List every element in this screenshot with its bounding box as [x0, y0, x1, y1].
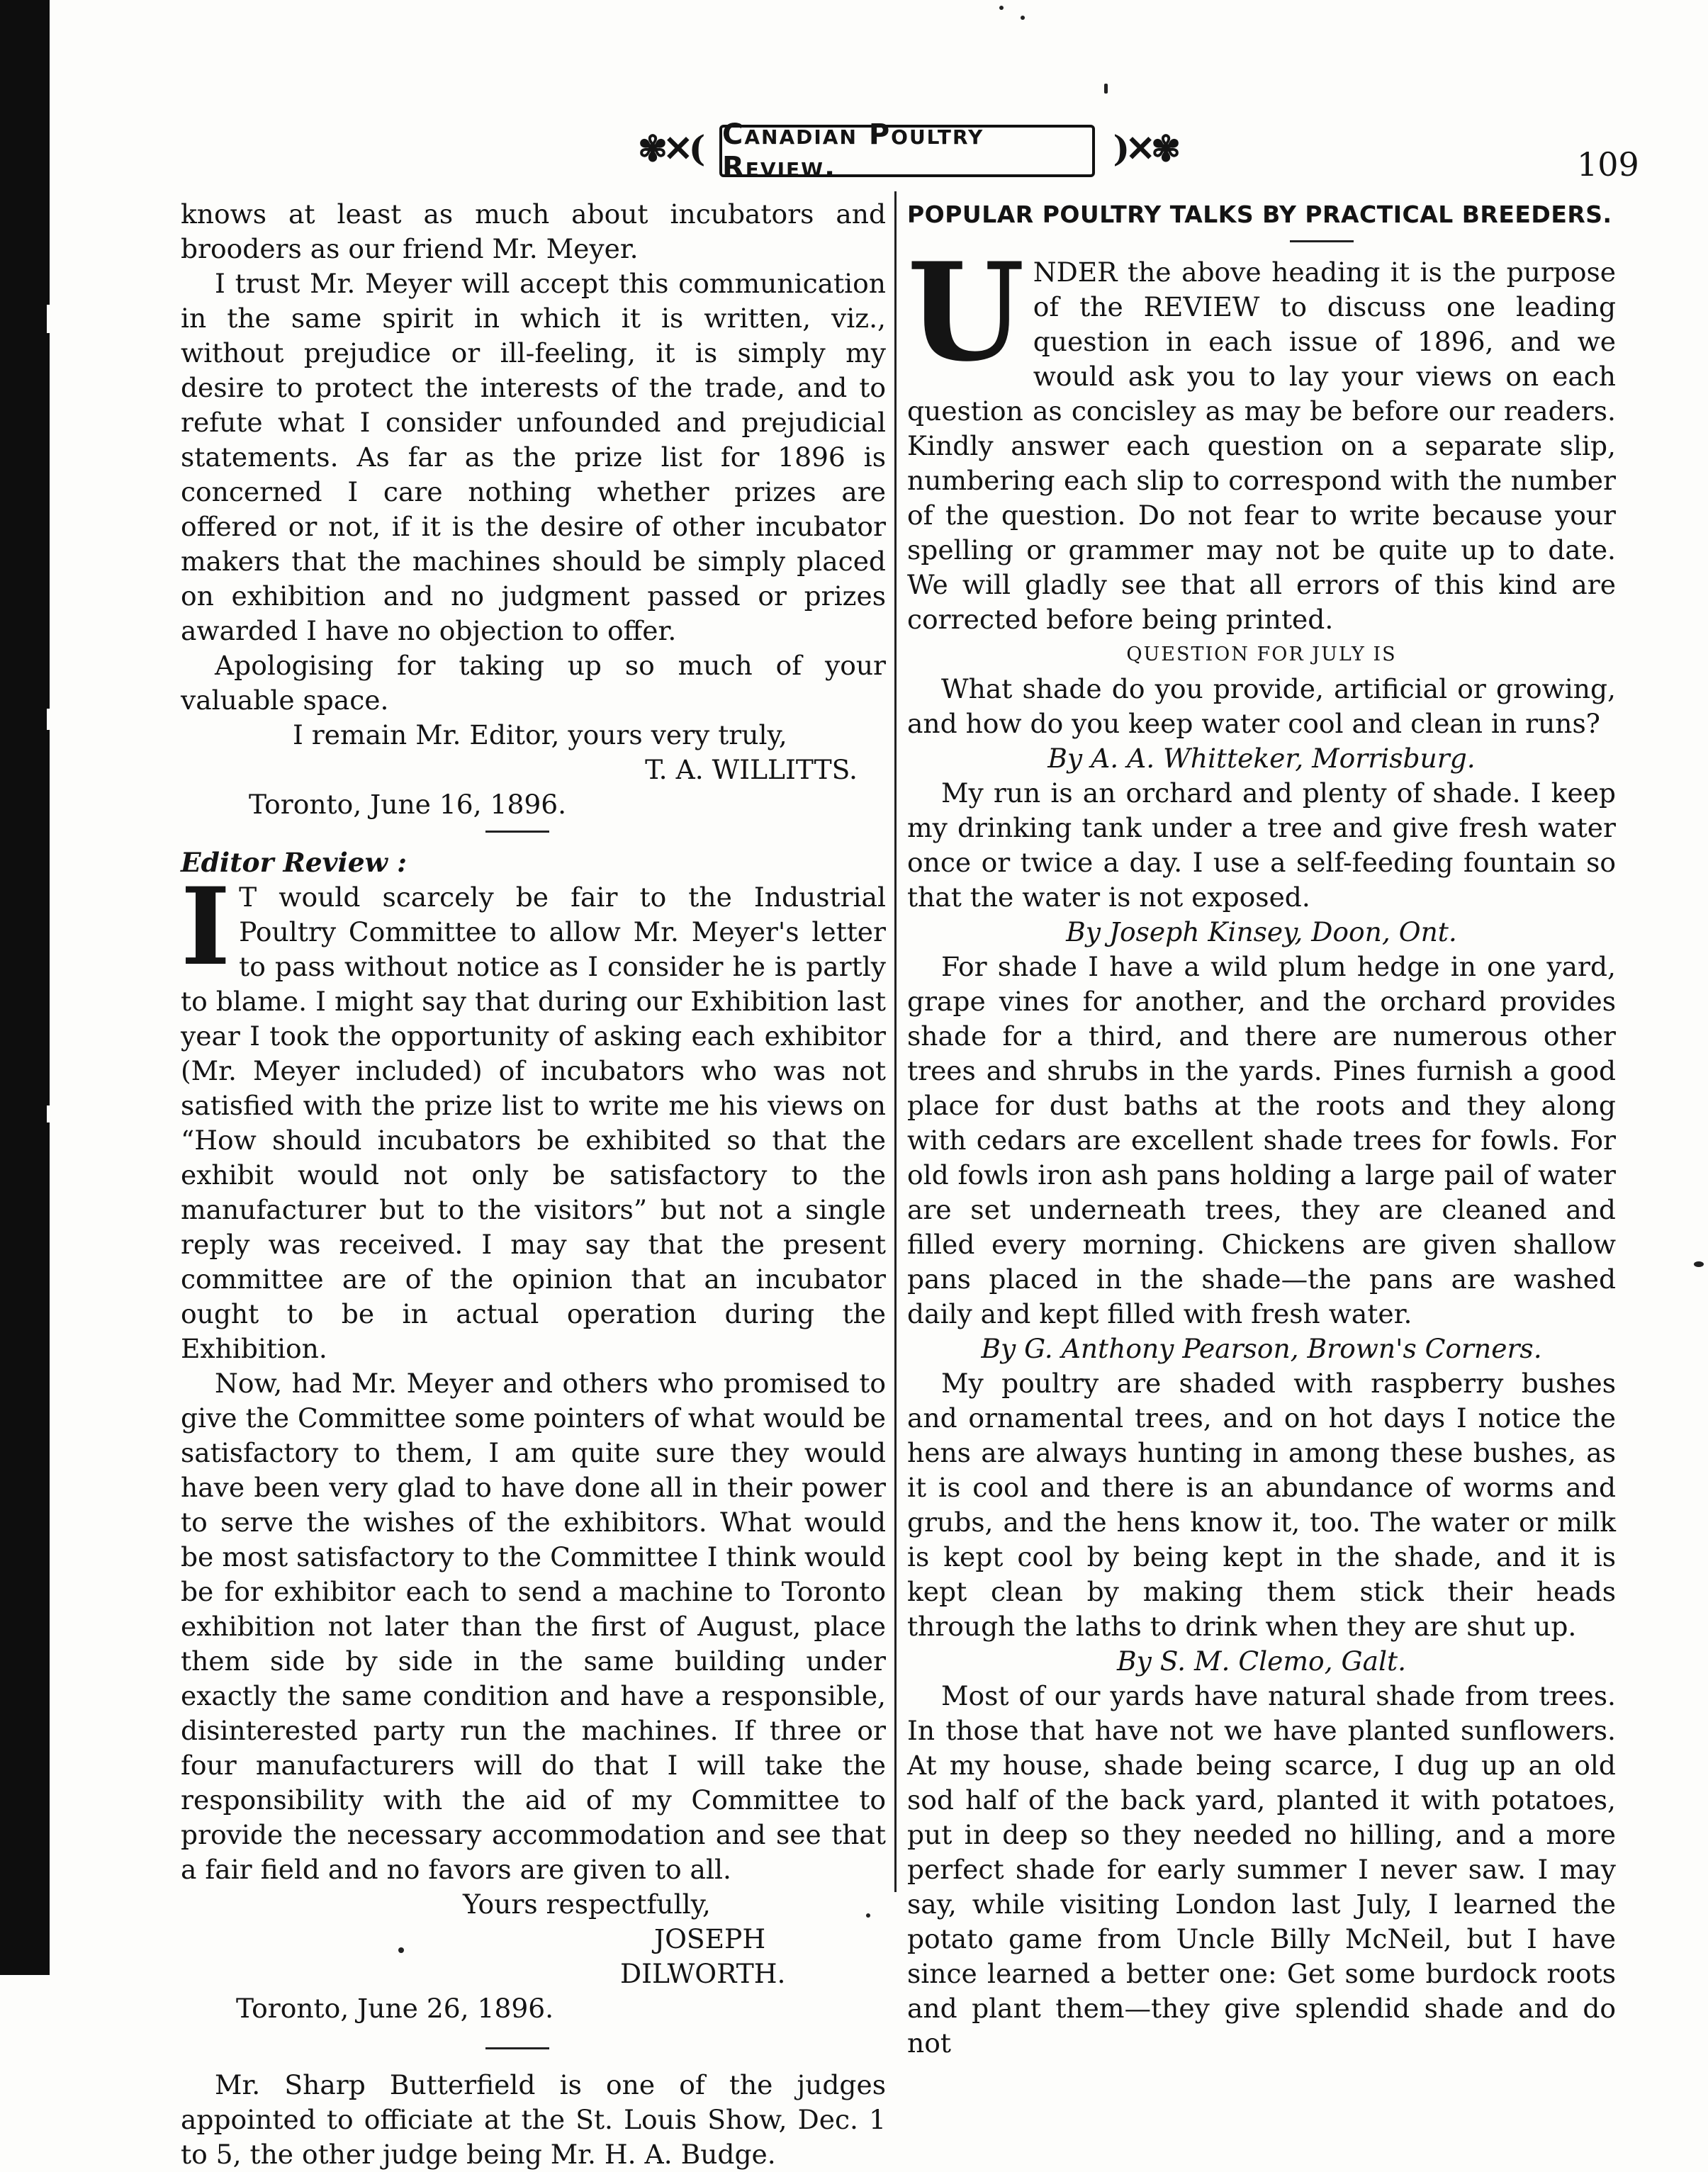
print-speck	[1021, 16, 1025, 20]
answer-text: Most of our yards have natural shade from trees. In those that have not we have planted sunflowers. At my house, shade being scarce, I dug up an old sod half of the back yard, planted it with potatoes, put in deep so they needed no hilling, and a more perfect shade for early summer I never saw. I may say, while visiting London last July, I learned the potato game from Uncle Billy McNeil, but I have since learned a better one: Get some burdock roots and plant them—they give splendid shade and do not	[907, 1680, 1616, 2059]
answer-byline: By G. Anthony Pearson, Brown's Corners.	[981, 1333, 1542, 1364]
masthead	[638, 118, 1176, 184]
letter-dateline: Toronto, June 26, 1896.	[236, 1993, 554, 2024]
paragraph-text: T would scarcely be fair to the Industrial Poultry Committee to allow Mr. Meyer's letter to pass without notice as I consider he is partly to blame. I might say that during our Exhibition last year I took the opportunity of asking each exhibitor (Mr. Meyer included) of incubators who was not satisfied with the prize list to write me his views on “How should incubators be exhibited so that the exhibit would not only be satisfactory to the manufacturer but to the visitors” but not a single reply was received. I may say that the present committee are of the opinion that an incubator ought to be in actual operation during the Exhibition.	[181, 882, 886, 1364]
drop-cap: I	[181, 865, 231, 989]
paragraph: knows at least as much about incubators and brooders as our friend Mr. Meyer.	[181, 198, 886, 264]
answer-text: My run is an orchard and plenty of shade. I keep my drinking tank under a tree and give fresh water once or twice a day. I use a self-feeding fountain so that the water is not exposed.	[907, 777, 1616, 913]
binding-mark	[47, 305, 54, 333]
section-divider	[485, 2047, 549, 2049]
paragraph: Apologising for taking up so much of your valuable space.	[181, 650, 886, 716]
letter-dateline: Toronto, June 16, 1896.	[249, 789, 567, 820]
page-number: 109	[1577, 145, 1639, 184]
binding-mark	[47, 1105, 54, 1122]
editor-heading: Editor Review :	[181, 847, 407, 878]
question-text: What shade do you provide, artificial or growing, and how do you keep water cool and clean in runs?	[907, 673, 1616, 739]
page-binding-edge	[0, 0, 50, 1975]
paragraph: Now, had Mr. Meyer and others who promised to give the Committee some pointers of what would be satisfactory to them, I am quite sure they would have been very glad to have done all in their power to serve the wishes of the exhibitors. What would be most satisfactory to the Committee I think would be for exhibitor each to send a machine to Toronto exhibition not later than the first of August, place them side by side in the same building under exactly the same condition and have a responsible, disinterested party run the machines. If three or four manufacturers will do that I will take the responsibility with the aid of my Committee to provide the necessary accommodation and see that a fair field and no favors are given to all.	[181, 1368, 887, 1885]
answer-text: For shade I have a wild plum hedge in one yard, grape vines for another, and the orchard provides shade for a third, and there are numerous other trees and shrubs in the yards. Pines furnish a good place for dust baths at the roots and they along with cedars are excellent shade trees for fowls. For old fowls iron ash pans holding a large pail of water are set underneath trees, they are cleaned and filled every morning. Chickens are given shallow pans placed in the shade—the pans are washed daily and kept filled with fresh water.	[907, 951, 1616, 1329]
drop-cap: U	[907, 233, 1025, 391]
paragraph: Mr. Sharp Butterfield is one of the judges appointed to officiate at the St. Louis Show, Dec. 1 to 5, the other judge being Mr. H. A. Budge.	[181, 2069, 886, 2170]
paragraph-text: NDER the above heading it is the purpose of the REVIEW to discuss one leading question in each issue of 1896, and we would ask you to lay your views on each question as concisley as may be before our readers. Kindly answer each question on a separate slip, numbering each slip to correspond with the number of the question. Do not fear to write because your spelling or grammer may not be quite up to date. We will gladly see that all errors of this kind are corrected before being printed.	[907, 257, 1616, 635]
letter-signature: JOSEPH DILWORTH.	[620, 1923, 786, 1989]
right-column	[907, 197, 1616, 2061]
masthead-ornament-left: ✾✕(	[638, 128, 702, 169]
print-speck	[866, 1913, 870, 1918]
section-divider	[485, 831, 549, 833]
print-speck	[1104, 84, 1108, 94]
paragraph: I trust Mr. Meyer will accept this communication in the same spirit in which it is written, viz., without prejudice or ill-feeling, it is simply my desire to protect the interests of the trade, and to refute what I consider unfounded and prejudicial statements. As far as the prize list for 1896 is concerned I care nothing whether prizes are offered or not, if it is the desire of other incubator makers that the machines should be simply placed on exhibition and no judgment passed or prizes awarded I have no objection to offer.	[181, 268, 886, 646]
question-heading: QUESTION FOR JULY IS	[1126, 643, 1397, 665]
print-speck	[999, 6, 1004, 10]
paragraph	[907, 233, 1616, 637]
binding-mark	[47, 709, 54, 730]
answer-byline: By A. A. Whitteker, Morrisburg.	[1047, 743, 1476, 774]
answer-text: My poultry are shaded with raspberry bushes and ornamental trees, and on hot days I notice the hens are always hunting in among these bushes, as it is cool and there is an abundance of worms and grubs, and the hens know it, too. The water or milk is kept cool by being kept in the shade, and it is kept clean by making them stick their heads through the laths to drink when they are shut up.	[907, 1368, 1616, 1642]
print-speck	[398, 1947, 404, 1953]
section-title: POPULAR POULTRY TALKS BY PRACTICAL BREEDERS.	[907, 201, 1612, 228]
print-speck	[1694, 1261, 1704, 1267]
masthead-ornament-right: )✕✾	[1113, 128, 1176, 169]
answer-byline: By Joseph Kinsey, Doon, Ont.	[1066, 916, 1457, 947]
letter-closing: Yours respectfully,	[463, 1889, 711, 1920]
left-column	[181, 197, 886, 2172]
letter-closing: I remain Mr. Editor, yours very truly,	[293, 719, 787, 750]
letter-signature: T. A. WILLITTS.	[645, 754, 858, 785]
section-divider	[1290, 240, 1354, 242]
column-divider	[894, 191, 897, 1892]
answer-byline: By S. M. Clemo, Galt.	[1116, 1645, 1407, 1677]
paragraph	[181, 865, 886, 1366]
masthead-title: Canadian Poultry Review.	[719, 125, 1095, 177]
